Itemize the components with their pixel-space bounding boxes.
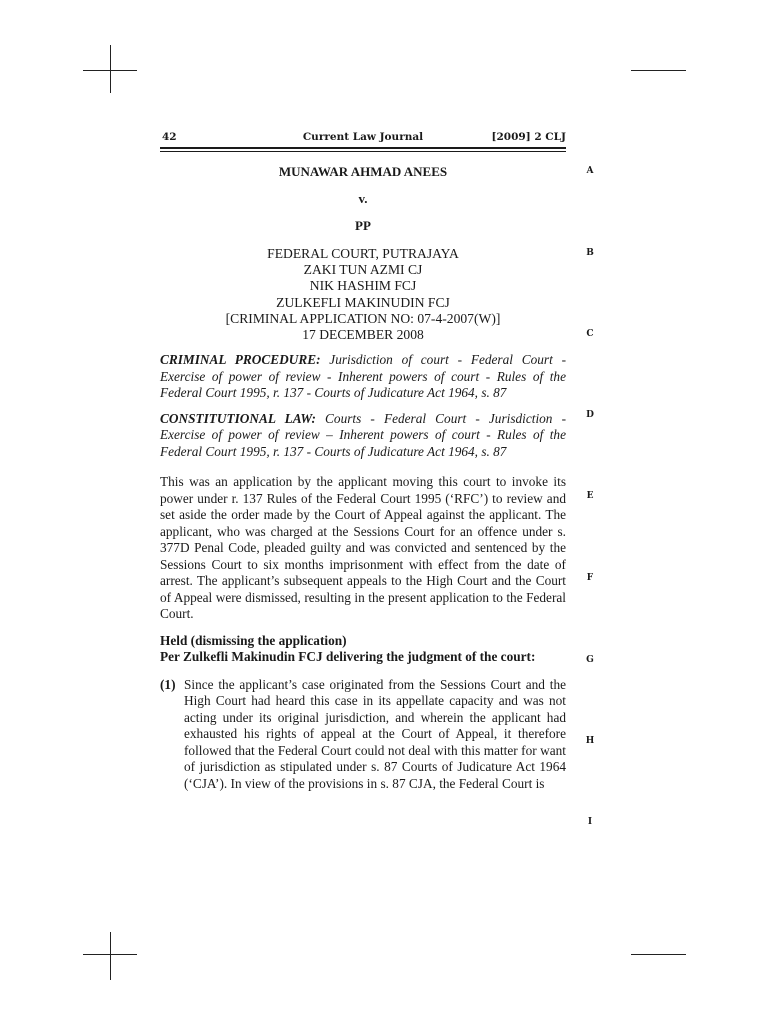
case-summary: This was an application by the applicant moving this court to invoke its power under r. 137 Rules of the Federal Court 1995 (‘RFC’) to review and set aside the order made by the Court of Appeal against the applicant. The applicant, who was charged at the Sessions Court for an offence under s. 377D Penal Code, pleaded guilty and was convicted and sentenced by the Sessions Court to six months imprisonment with effect from the date of arrest. The applicant’s subsequent appeals to the High Court and the Court of Appeal were dismissed, resulting in the present application to the Federal Court. xyxy=(160,474,566,622)
journal-title: Current Law Journal xyxy=(302,131,424,143)
journal-citation: [2009] 2 CLJ xyxy=(491,131,566,143)
court-line: NIK HASHIM FCJ xyxy=(309,278,417,294)
margin-letter: C xyxy=(586,329,594,339)
held-judge-line: Per Zulkefli Makinudin FCJ delivering the judgment of the court: xyxy=(160,649,536,665)
court-line: ZULKEFLI MAKINUDIN FCJ xyxy=(276,294,450,310)
margin-letter: D xyxy=(586,410,594,420)
catchword-paragraph xyxy=(160,411,566,461)
catchword-text: Courts - Federal Court - Jurisdiction - Exercise of power of review – Inherent powers of court - Rules of the Federal Court 1995, r. 137 - Courts of Judicature Act 1964, s. 87 xyxy=(160,410,566,459)
court-line: FEDERAL COURT, PUTRAJAYA xyxy=(267,246,459,261)
held-point xyxy=(160,677,566,793)
catchword-heading: CONSTITUTIONAL LAW: xyxy=(160,410,316,426)
margin-letter: B xyxy=(586,248,594,258)
court-line: [CRIMINAL APPLICATION NO: 07-4-2007(W)] xyxy=(225,310,501,326)
case-versus: v. xyxy=(358,191,368,206)
held-point-number: (1) xyxy=(160,676,176,692)
header-rule-thin xyxy=(160,151,566,152)
margin-letter: F xyxy=(586,573,594,583)
catchword-heading: CRIMINAL PROCEDURE: xyxy=(160,352,321,368)
catchword-text: Jurisdiction of court - Federal Court - Exercise of power of review - Inherent powers of court - Rules of the Federal Court 1995, r. 137 - Courts of Judicature Act 1964, s. 87 xyxy=(160,352,566,401)
held-heading: Held (dismissing the application) xyxy=(160,632,347,648)
margin-letter: H xyxy=(585,736,595,746)
court-details xyxy=(160,246,566,343)
court-line: ZAKI TUN AZMI CJ xyxy=(303,262,423,278)
margin-letter: A xyxy=(586,166,594,176)
running-header xyxy=(160,131,566,145)
margin-letter: E xyxy=(586,491,594,501)
margin-letter: G xyxy=(586,655,594,665)
case-respondent: PP xyxy=(355,218,371,233)
court-line: 17 DECEMBER 2008 xyxy=(302,327,424,343)
crop-mark-top-left-v xyxy=(110,45,111,93)
margin-letter: I xyxy=(587,817,593,827)
catchword-paragraph xyxy=(160,352,566,402)
crop-mark-bottom-left-v xyxy=(110,932,111,980)
crop-mark-top-right-h xyxy=(631,70,686,71)
page-content xyxy=(160,164,566,792)
crop-mark-bottom-right-h xyxy=(631,954,686,955)
case-appellant: MUNAWAR AHMAD ANEES xyxy=(278,164,448,179)
page-number: 42 xyxy=(162,131,177,143)
held-point-text: Since the applicant’s case originated from the Sessions Court and the High Court had heard this case in its appellate capacity and was not acting under its original jurisdiction, and wherein the applicant had exhausted his rights of appeal at the Court of Appeal, it therefore followed that the Federal Court could not deal with this matter for want of jurisdiction as stipulated under s. 87 Courts of Judicature Act 1964 (‘CJA’). In view of the provisions in s. 87 CJA, the Federal Court is xyxy=(184,676,566,791)
header-rule-thick xyxy=(160,147,566,149)
